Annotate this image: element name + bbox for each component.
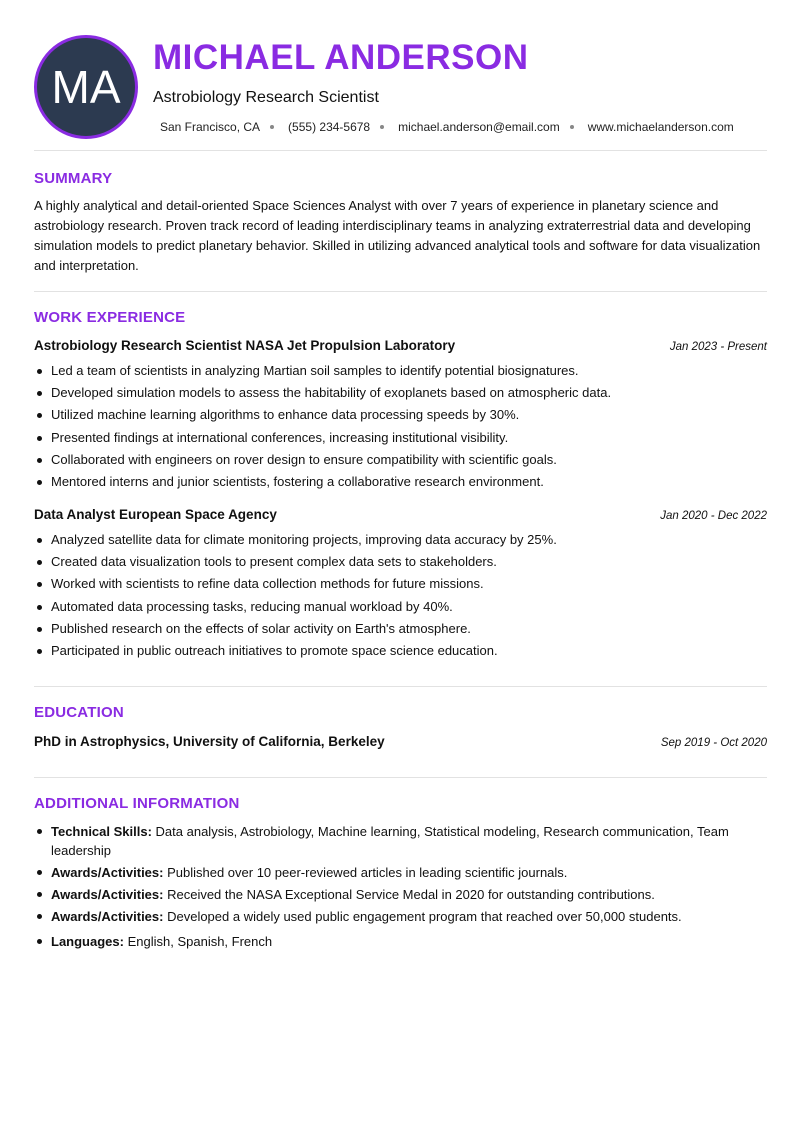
list-item: Presented findings at international conferences, increasing institutional visibility. <box>34 427 767 449</box>
list-item: Worked with scientists to refine data collection methods for future missions. <box>34 573 767 595</box>
list-item: Led a team of scientists in analyzing Martian soil samples to identify potential biosignatures. <box>34 360 767 382</box>
list-item: Utilized machine learning algorithms to enhance data processing speeds by 30%. <box>34 404 767 426</box>
item-text: Data analysis, Astrobiology, Machine learning, Statistical modeling, Research communication, Team leadership <box>51 824 729 858</box>
list-item: Automated data processing tasks, reducing manual workload by 40%. <box>34 596 767 618</box>
contact-location: San Francisco, CA <box>160 120 261 134</box>
avatar-initials: MA <box>51 61 121 113</box>
divider <box>34 291 767 292</box>
additional-information-heading: ADDITIONAL INFORMATION <box>34 795 240 812</box>
list-item <box>34 885 767 904</box>
item-text: English, Spanish, French <box>127 934 273 949</box>
job-date: Jan 2023 - Present <box>669 341 767 353</box>
list-item <box>34 863 767 882</box>
job-header <box>34 507 767 522</box>
item-label: Languages: <box>51 934 124 949</box>
education-date: Sep 2019 - Oct 2020 <box>660 737 767 749</box>
contact-phone: (555) 234-5678 <box>288 120 371 134</box>
item-label: Awards/Activities: <box>51 887 164 902</box>
item-text: Developed a widely used public engagement program that reached over 50,000 students. <box>167 909 682 924</box>
job-bullet-list <box>34 360 767 493</box>
list-item: Created data visualization tools to present complex data sets to stakeholders. <box>34 551 767 573</box>
degree: PhD in Astrophysics, University of California, Berkeley <box>34 734 385 749</box>
divider <box>34 686 767 687</box>
job-title: Astrobiology Research Scientist NASA Jet Propulsion Laboratory <box>34 338 456 353</box>
divider <box>34 777 767 778</box>
list-item: Published research on the effects of solar activity on Earth's atmosphere. <box>34 618 767 640</box>
additional-info-list <box>34 822 767 954</box>
list-item: Developed simulation models to assess the habitability of exoplanets based on atmospheric data. <box>34 382 767 404</box>
contact-email[interactable]: michael.anderson@email.com <box>398 120 560 134</box>
item-label: Awards/Activities: <box>51 865 164 880</box>
education-row <box>34 734 767 749</box>
contact-bar <box>160 120 734 134</box>
job-header <box>34 338 767 353</box>
list-item: Analyzed satellite data for climate monitoring projects, improving data accuracy by 25%. <box>34 529 767 551</box>
separator-dot-icon <box>270 125 274 129</box>
list-item <box>34 822 767 860</box>
separator-dot-icon <box>380 125 384 129</box>
job-role: Astrobiology Research Scientist <box>153 89 379 106</box>
avatar <box>34 35 138 139</box>
work-experience-heading: WORK EXPERIENCE <box>34 309 186 326</box>
contact-website[interactable]: www.michaelanderson.com <box>587 120 734 134</box>
item-label: Technical Skills: <box>51 824 152 839</box>
item-text: Received the NASA Exceptional Service Medal in 2020 for outstanding contributions. <box>167 887 655 902</box>
list-item: Collaborated with engineers on rover design to ensure compatibility with scientific goals. <box>34 449 767 471</box>
list-item: Participated in public outreach initiatives to promote space science education. <box>34 640 767 662</box>
summary-heading: SUMMARY <box>34 170 113 187</box>
list-item: Mentored interns and junior scientists, fostering a collaborative research environment. <box>34 471 767 493</box>
candidate-name: MICHAEL ANDERSON <box>153 38 529 77</box>
summary-text: A highly analytical and detail-oriented Space Sciences Analyst with over 7 years of experience in planetary science and astrobiology research. Proven track record of leading interdisciplinary teams in analyzing extraterrestrial data and developing simulation models to predict planetary behavior. Skilled in utilizing advanced analytical tools and software for data visualization and interpretation. <box>34 198 761 273</box>
education-heading: EDUCATION <box>34 704 124 721</box>
list-item <box>34 907 767 926</box>
list-item <box>34 932 767 951</box>
item-label: Awards/Activities: <box>51 909 164 924</box>
job-bullet-list <box>34 529 767 662</box>
item-text: Published over 10 peer-reviewed articles in leading scientific journals. <box>167 865 568 880</box>
separator-dot-icon <box>570 125 574 129</box>
divider <box>34 150 767 151</box>
job-title: Data Analyst European Space Agency <box>34 507 277 522</box>
job-date: Jan 2020 - Dec 2022 <box>660 510 767 522</box>
